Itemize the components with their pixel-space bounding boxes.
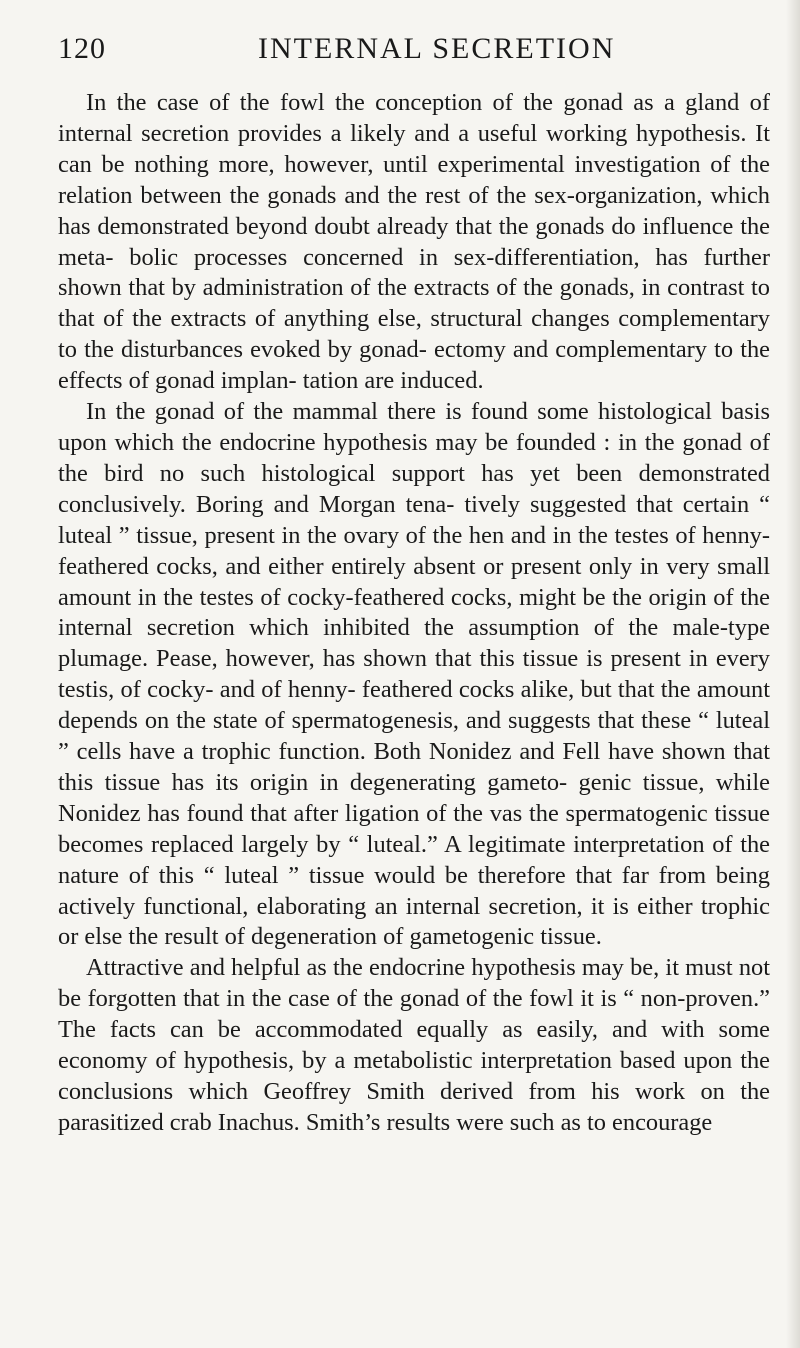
paragraph-3: Attractive and helpful as the endocrine hypothesis may be, it must not be forgotten that in the case of the gonad of the fowl it is “ non-proven.” The facts can be accommodated equally as easily, and with some economy of hypothesis, by a metabolistic interpretation based upon the conclusions which Geoffrey Smith derived from his work on the parasitized crab Inachus. Smith’s results were such as to encourage [58, 954, 770, 1136]
running-title: INTERNAL SECRETION [258, 32, 616, 65]
page-edge-shadow [786, 0, 800, 1348]
paragraph-2: In the gonad of the mammal there is found some histological basis upon which the endocrine hypothesis may be founded : in the gonad of the bird no such histological support has yet been demonstrated conclusively. Boring and Morgan tena- tively suggested that certain “ luteal ” tissue, present in the ovary of the hen and in the testes of henny-feathered cocks, and either entirely absent or present only in very small amount in the testes of cocky-feathered cocks, might be the origin of the internal secretion which inhibited the assumption of the male-type plumage. Pease, however, has shown that this tissue is present in every testis, of cocky- and of henny- feathered cocks alike, but that the amount depends on the state of spermatogenesis, and suggests that these “ luteal ” cells have a trophic function. Both Nonidez and Fell have shown that this tissue has its origin in degenerating gameto- genic tissue, while Nonidez has found that after ligation of the vas the spermatogenic tissue becomes replaced largely by “ luteal.” A legitimate interpretation of the nature of this “ luteal ” tissue would be therefore that far from being actively functional, elaborating an internal secretion, it is either trophic or else the result of degeneration of gametogenic tissue. [58, 398, 770, 951]
page-number: 120 [58, 32, 106, 65]
paragraph-1: In the case of the fowl the conception of the gonad as a gland of internal secretion provides a likely and a useful working hypothesis. It can be nothing more, however, until experimental investigation of the relation between the gonads and the rest of the sex-organization, which has demonstrated beyond doubt already that the gonads do influence the meta- bolic processes concerned in sex-differentiation, has further shown that by administration of the extracts of the gonads, in contrast to that of the extracts of anything else, structural changes complementary to the disturbances evoked by gonad- ectomy and complementary to the effects of gonad implan- tation are induced. [58, 89, 770, 395]
body-text [58, 88, 770, 1139]
